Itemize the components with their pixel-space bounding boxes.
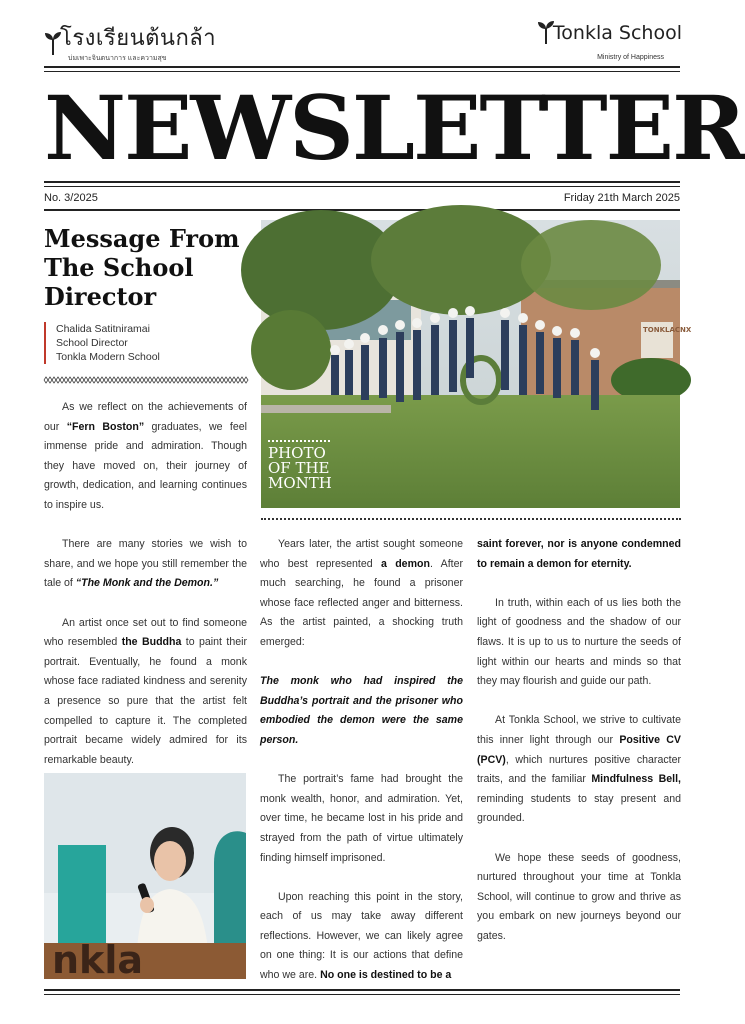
thai-school-tagline: บ่มเพาะจินตนาการ และความสุข xyxy=(68,55,167,62)
backdrop-lettering: nkla xyxy=(52,938,143,982)
issue-number: No. 3/2025 xyxy=(44,192,98,204)
article-column-3 xyxy=(477,535,681,946)
paragraph: The monk who had inspired the Buddha’s portrait and the prisoner who embodied the demon were the same person. xyxy=(260,675,463,746)
bottom-divider-thin xyxy=(44,994,680,995)
english-school-logo xyxy=(537,20,682,61)
paragraph: saint forever, nor is anyone condemned to remain a demon for eternity. xyxy=(477,538,681,570)
paragraph: Upon reaching this point in the story, each of us may take away different reflections. However, we can likely agree on one thing: It is our actions that define who we are. No one is destined to be a xyxy=(260,890,463,982)
bottom-divider xyxy=(44,989,680,991)
issue-date: Friday 21th March 2025 xyxy=(563,192,680,204)
article-title: Message From The School Director xyxy=(44,224,240,311)
thai-school-logo xyxy=(44,20,217,62)
masthead-divider-thin xyxy=(44,186,680,187)
author-byline xyxy=(44,322,160,364)
article-column-2 xyxy=(260,535,463,986)
thai-school-name: โรงเรียนต้นกล้า xyxy=(60,26,217,51)
paragraph: In truth, within each of us lies both the light of goodness and the shadow of our flaws. It is up to us to nurture the seeds of light within our hearts and minds so that they may flourish and guide our path. xyxy=(477,596,681,688)
english-school-name: Tonkla School xyxy=(552,22,682,44)
photo-of-the-month-caption: PHOTO OF THE MONTH xyxy=(268,440,358,491)
masthead-title: NEWSLETTER xyxy=(44,76,745,180)
date-divider xyxy=(44,209,680,211)
top-divider xyxy=(44,66,680,68)
paragraph: Years later, the artist sought someone who best represented a demon. After much searching, he found a prisoner whose face reflected anger and bitterness. As the artist painted, a shocking truth emerged: xyxy=(260,538,463,648)
building-sign: TONKLACNX xyxy=(643,326,692,334)
author-role: School Director xyxy=(56,337,128,349)
director-photo xyxy=(44,773,246,982)
author-name: Chalida Satitniramai xyxy=(56,323,150,335)
paragraph: An artist once set out to find someone who resembled the Buddha to paint their portrait. Eventually, he found a monk whose face radiated kindness and serenity a presence so pure that the artist felt compelled to capture it. The completed portrait became widely admired for its remarkable beauty. xyxy=(44,616,247,766)
paragraph: As we reflect on the achievements of our “Fern Boston” graduates, we feel immense pride and admiration. Though they have moved on, their journey of growth, dedication, and learning continues to inspire us. xyxy=(44,401,247,511)
paragraph: We hope these seeds of goodness, nurtured throughout your time at Tonkla School, will continue to grow and thrive as you embark on new journeys beyond our gates. xyxy=(477,851,681,942)
paragraph: There are many stories we wish to share, and we hope you still remember the tale of “The Monk and the Demon.” xyxy=(44,538,247,590)
english-school-tagline: Ministry of Happiness xyxy=(597,54,664,61)
masthead-divider xyxy=(44,181,680,183)
paragraph: The portrait’s fame had brought the monk wealth, honor, and admiration. Yet, over time, he became lost in his pride and strayed from the path of virtue ultimately finding himself imprisoned. xyxy=(260,773,463,864)
paragraph: At Tonkla School, we strive to cultivate this inner light through our Positive CV (PCV), which nurtures positive character traits, and the familiar Mindfulness Bell, reminding students to stay present and grounded. xyxy=(477,714,681,825)
article-column-1 xyxy=(44,398,247,770)
photo-dotted-divider xyxy=(261,518,681,520)
zigzag-divider xyxy=(44,376,247,384)
top-divider-thin xyxy=(44,71,680,72)
author-school: Tonkla Modern School xyxy=(56,351,160,363)
